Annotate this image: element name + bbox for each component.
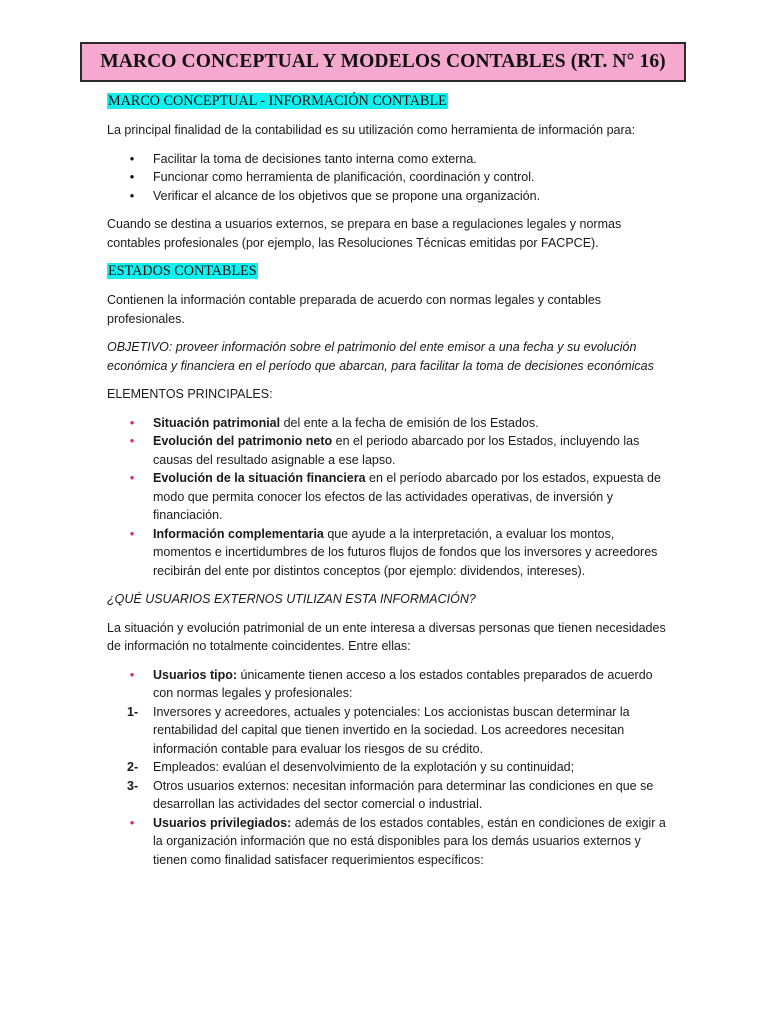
list-item-label: Evolución de la situación financiera (153, 471, 366, 485)
section1-external-paragraph: Cuando se destina a usuarios externos, se prepara en base a regulaciones legales y normas contables profesionales (por ejemplo, las Resoluciones Técnicas emitidas por FACPCE). (107, 217, 622, 250)
list-item (107, 187, 667, 206)
list-item-text: Inversores y acreedores, actuales y potenciales: Los accionistas buscan determinar la rentabilidad del capital que tienen invertido en la sociedad. Los acreedores necesitan información contable para evaluar los riesgos de su crédito. (153, 704, 630, 756)
document-body (107, 90, 667, 879)
list-item-text: en el periodo abarcado por los Estados, incluyendo las causas del resultado asignable a ese lapso. (153, 434, 640, 467)
bullet-icon: • (129, 414, 135, 430)
objective-paragraph: OBJETIVO: proveer información sobre el patrimonio del ente emisor a una fecha y su evolución económica y financiera en el período que abarcan, para facilitar la toma de decisiones económicas (107, 340, 654, 373)
list-item-label: Situación patrimonial (153, 415, 281, 430)
users-intro: La situación y evolución patrimonial de un ente interesa a diversas personas que tienen necesidades de información no totalmente coincidentes. Entre ellas: (107, 620, 666, 653)
list-item (107, 666, 667, 703)
list-item (107, 469, 667, 525)
list-item (107, 703, 667, 759)
section1-heading: MARCO CONCEPTUAL - INFORMACIÓN CONTABLE (108, 93, 447, 109)
elements-list (107, 414, 667, 581)
list-item-text: Facilitar la toma de decisiones tanto interna como externa. (153, 151, 477, 166)
list-item-text: Otros usuarios externos: necesitan información para determinar las condiciones en que se desarrollan las actividades del sector comercial o industrial. (153, 778, 654, 811)
list-item-text: además de los estados contables, están en condiciones de exigir a la organización información que no está disponibles para los demás usuarios externos y tienen como finalidad satisfacer requerimientos específicos: (153, 815, 666, 867)
bullet-icon: • (129, 169, 135, 184)
list-item-text: Empleados: evalúan el desenvolvimiento de la explotación y su continuidad; (153, 760, 575, 774)
list-item (107, 414, 667, 433)
list-item (107, 525, 667, 581)
list-item-text: que ayude a la interpretación, a evaluar los montos, momentos e incertidumbres de los futuros flujos de fondos que los inversores y acreedores recibirán del ente por distintos conceptos (por ejemplo: dividendos, intereses). (153, 526, 658, 578)
bullet-icon: • (129, 470, 135, 485)
list-item-text: únicamente tienen acceso a los estados contables preparados de acuerdo con normas legales y profesionales: (153, 667, 653, 700)
list-item-label: Evolución del patrimonio neto (153, 434, 333, 448)
list-item-label: Usuarios privilegiados: (153, 815, 292, 830)
list-item (107, 777, 667, 814)
section2-heading: ESTADOS CONTABLES (108, 263, 257, 279)
section2-heading-wrap (107, 262, 667, 281)
list-item (107, 168, 667, 187)
list-item-label: Usuarios tipo: (153, 667, 238, 682)
bullet-icon: • (129, 150, 135, 166)
list-number: 1- (127, 704, 139, 719)
section2-intro: Contienen la información contable preparada de acuerdo con normas legales y contables profesionales. (107, 293, 602, 326)
section1-bullet-list (107, 150, 667, 206)
bullet-icon: • (129, 525, 135, 541)
users-list (107, 666, 667, 870)
section1-heading-wrap (107, 92, 667, 111)
bullet-icon: • (129, 187, 135, 203)
list-item-text: en el período abarcado por los estados, expuesta de modo que permita conocer los efectos de las actividades operativas, de inversión y financiación. (153, 471, 661, 522)
list-item (107, 758, 667, 777)
bullet-icon: • (129, 666, 135, 682)
elements-heading: ELEMENTOS PRINCIPALES: (107, 387, 273, 401)
users-question: ¿QUÉ USUARIOS EXTERNOS UTILIZAN ESTA INFORMACIÓN? (107, 592, 476, 606)
bullet-icon: • (129, 433, 135, 448)
list-item-text: del ente a la fecha de emisión de los Estados. (280, 415, 539, 430)
list-number: 3- (127, 778, 139, 793)
list-item (107, 814, 667, 870)
list-item-text: Funcionar como herramienta de planificación, coordinación y control. (153, 170, 535, 184)
list-number: 2- (127, 760, 139, 774)
list-item (107, 432, 667, 469)
document-title: MARCO CONCEPTUAL Y MODELOS CONTABLES (RT. N° 16) (100, 51, 666, 72)
section1-intro: La principal finalidad de la contabilidad es su utilización como herramienta de información para: (107, 123, 636, 137)
bullet-icon: • (129, 814, 135, 830)
list-item (107, 150, 667, 169)
list-item-text: Verificar el alcance de los objetivos que se propone una organización. (153, 188, 541, 203)
list-item-label: Información complementaria (153, 526, 324, 541)
title-box (80, 42, 686, 82)
